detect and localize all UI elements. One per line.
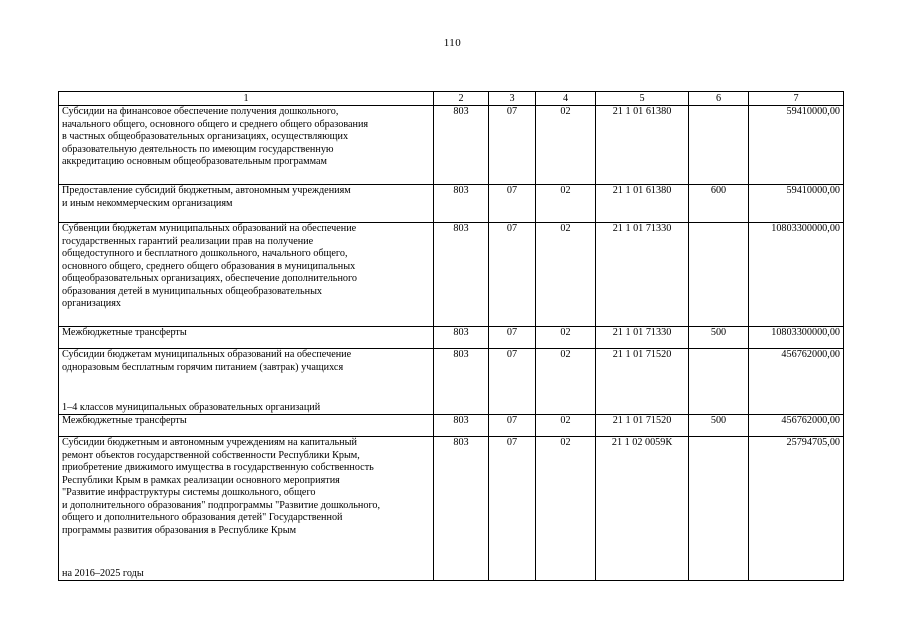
description-line: организациях xyxy=(62,298,122,309)
expense-type-code-cell: 500 xyxy=(689,415,749,437)
column-header: 1 xyxy=(59,92,434,106)
amount-cell: 456762000,00 xyxy=(749,415,844,437)
subsection-code-cell: 02 xyxy=(536,185,596,223)
subsection-code-cell: 02 xyxy=(536,437,596,581)
expense-type-code-cell xyxy=(689,437,749,581)
description-line: Межбюджетные трансферты xyxy=(62,327,187,338)
table-row xyxy=(59,223,844,327)
description-tail-line: на 2016–2025 годы xyxy=(62,567,144,579)
header-row xyxy=(59,92,844,106)
grbs-code-cell: 803 xyxy=(434,327,489,349)
table-row xyxy=(59,437,844,581)
subsection-code-cell: 02 xyxy=(536,349,596,415)
expense-type-code-cell xyxy=(689,349,749,415)
description-line: ремонт объектов государственной собственности Республики Крым, xyxy=(62,449,360,461)
description-line: Межбюджетные трансферты xyxy=(62,415,187,426)
description-line: Субсидии бюджетам муниципальных образований на обеспечение xyxy=(62,349,352,360)
expense-type-code-cell xyxy=(689,106,749,185)
description-line: общедоступного и бесплатного дошкольного, начального общего, xyxy=(62,248,348,259)
page-number: 110 xyxy=(443,37,462,49)
subsection-code-cell: 02 xyxy=(536,106,596,185)
target-article-code-cell: 21 1 01 61380 xyxy=(596,106,689,185)
expense-type-code-cell xyxy=(689,223,749,327)
table-row xyxy=(59,327,844,349)
amount-cell: 456762000,00 xyxy=(749,349,844,415)
description-line: программы развития образования в Республике Крым xyxy=(62,524,297,536)
subsection-code-cell: 02 xyxy=(536,223,596,327)
description-line: начального общего, основного общего и среднего общего образования xyxy=(62,118,369,130)
column-header: 3 xyxy=(489,92,536,106)
row-description xyxy=(59,349,434,415)
table-body xyxy=(59,106,844,581)
row-description xyxy=(59,185,434,223)
description-line: образования детей в муниципальных общеобразовательных xyxy=(62,285,323,297)
budget-table xyxy=(58,91,844,581)
row-description xyxy=(59,327,434,349)
section-code-cell: 07 xyxy=(489,223,536,327)
subsection-code-cell: 02 xyxy=(536,415,596,437)
target-article-code-cell: 21 1 01 71520 xyxy=(596,415,689,437)
table-row xyxy=(59,106,844,185)
amount-cell: 59410000,00 xyxy=(749,185,844,223)
amount-cell: 10803300000,00 xyxy=(749,327,844,349)
target-article-code-cell: 21 1 01 71330 xyxy=(596,223,689,327)
section-code-cell: 07 xyxy=(489,327,536,349)
column-header: 5 xyxy=(596,92,689,106)
grbs-code-cell: 803 xyxy=(434,185,489,223)
row-description xyxy=(59,437,434,581)
description-line: Субсидии на финансовое обеспечение получения дошкольного, xyxy=(62,106,339,117)
amount-cell: 10803300000,00 xyxy=(749,223,844,327)
column-header: 7 xyxy=(749,92,844,106)
description-line: приобретение движимого имущества в государственную собственность xyxy=(62,462,374,473)
row-description xyxy=(59,415,434,437)
description-line: одноразовым бесплатным горячим питанием (завтрак) учащихся xyxy=(62,361,344,373)
amount-cell: 59410000,00 xyxy=(749,106,844,185)
grbs-code-cell: 803 xyxy=(434,415,489,437)
grbs-code-cell: 803 xyxy=(434,349,489,415)
description-line: в частных общеобразовательных организациях, осуществляющих xyxy=(62,131,349,142)
description-line: и иным некоммерческим организациям xyxy=(62,197,233,209)
description-line: "Развитие инфраструктуры системы дошкольного, общего xyxy=(62,487,316,498)
section-code-cell: 07 xyxy=(489,185,536,223)
grbs-code-cell: 803 xyxy=(434,106,489,185)
table-row xyxy=(59,185,844,223)
description-line: и дополнительного образования" подпрограммы "Развитие дошкольного, xyxy=(62,499,381,511)
description-line: аккредитацию основным общеобразовательным программам xyxy=(62,156,327,167)
column-header: 2 xyxy=(434,92,489,106)
grbs-code-cell: 803 xyxy=(434,437,489,581)
row-description xyxy=(59,223,434,327)
column-header: 4 xyxy=(536,92,596,106)
description-line: общего и дополнительного образования детей" Государственной xyxy=(62,512,343,523)
table-row xyxy=(59,415,844,437)
section-code-cell: 07 xyxy=(489,106,536,185)
grbs-code-cell: 803 xyxy=(434,223,489,327)
description-line: Субсидии бюджетным и автономным учреждениям на капитальный xyxy=(62,437,357,448)
row-description xyxy=(59,106,434,185)
description-line: общеобразовательных организациях, обеспечение дополнительного xyxy=(62,273,358,284)
description-line: государственных гарантий реализации прав на получение xyxy=(62,235,314,247)
section-code-cell: 07 xyxy=(489,415,536,437)
section-code-cell: 07 xyxy=(489,349,536,415)
description-line: основного общего, среднего общего образования в муниципальных xyxy=(62,260,356,272)
amount-cell: 25794705,00 xyxy=(749,437,844,581)
subsection-code-cell: 02 xyxy=(536,327,596,349)
column-header: 6 xyxy=(689,92,749,106)
description-tail-line: 1–4 классов муниципальных образовательных организаций xyxy=(62,401,321,413)
description-line: Республики Крым в рамках реализации основного мероприятия xyxy=(62,474,340,486)
description-line: образовательную деятельность по имеющим государственную xyxy=(62,143,334,155)
expense-type-code-cell: 500 xyxy=(689,327,749,349)
target-article-code-cell: 21 1 01 61380 xyxy=(596,185,689,223)
target-article-code-cell: 21 1 02 0059К xyxy=(596,437,689,581)
expense-type-code-cell: 600 xyxy=(689,185,749,223)
target-article-code-cell: 21 1 01 71520 xyxy=(596,349,689,415)
section-code-cell: 07 xyxy=(489,437,536,581)
table-row xyxy=(59,349,844,415)
description-line: Предоставление субсидий бюджетным, автономным учреждениям xyxy=(62,185,351,196)
target-article-code-cell: 21 1 01 71330 xyxy=(596,327,689,349)
description-line: Субвенции бюджетам муниципальных образований на обеспечение xyxy=(62,223,357,234)
